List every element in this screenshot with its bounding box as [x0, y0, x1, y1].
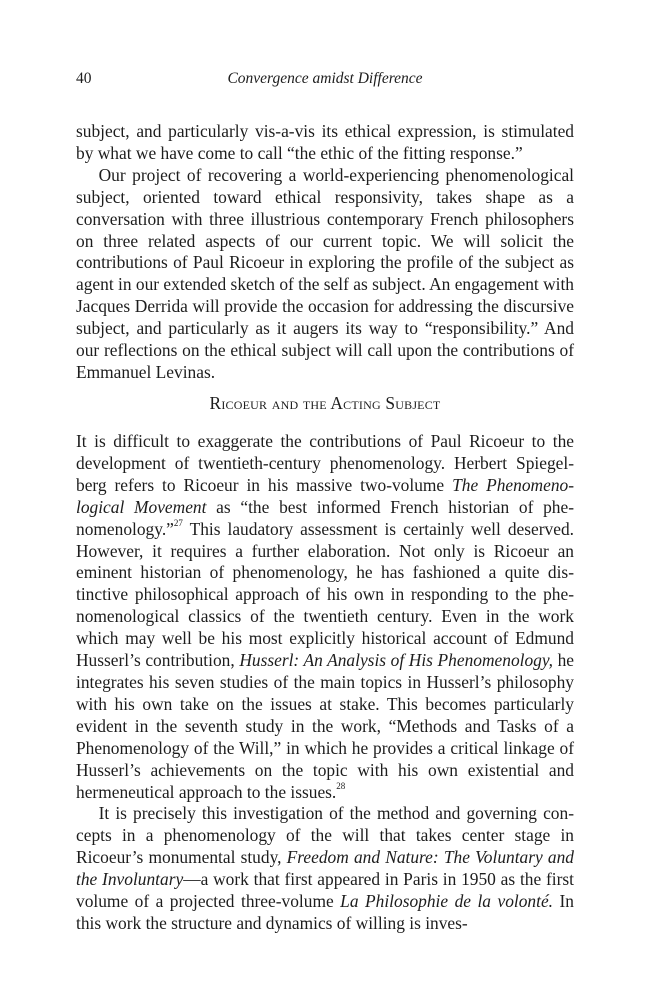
footnote-reference: 27 [173, 517, 183, 528]
text-run: In this work the structure and dynamics of willing is inves- [76, 891, 574, 933]
italic-text: The Phenomenological Movement [76, 474, 575, 517]
page-number: 40 [76, 70, 92, 87]
text-run: This laudatory assessment is certainly well deserved. However, it requires a further elaboration. Not only is Ricoeur an eminent historian of phenomenology, he has fashioned a quite distinctive philosophical approach of his own in responding to the phenomenological classics of the twentieth century. Even in the work which may well be his most explicitly historical account of Edmund Husserl’s contribution, [76, 518, 574, 671]
italic-text: Husserl: An Analysis of His Phenomenology, [239, 650, 553, 671]
text-run: subject, and particularly vis-a-vis its ethical expression, is stimulated by what we have come to call “the ethic of the fitting response.” [76, 121, 574, 163]
running-head [76, 70, 574, 92]
text-run: It is precisely this investigation of the method and governing concepts in a phenomenology of the will that takes center stage in Ricoeur’s monumental study, [76, 803, 574, 868]
text-run: as “the best informed French historian of phenomenology.” [76, 496, 574, 539]
text-run: he integrates his seven studies of the main topics in Husserl’s philosophy with his own take on the issues at stake. This becomes particularly evident in the seventh study in the work, “Methods and Tasks of a Phenomenology of the Will,” in which he provides a critical linkage of Husserl’s achievements on the topic with his own existential and hermeneutical approach to the issues. [76, 650, 575, 802]
italic-text: La Philosophie de la volonté. [340, 891, 554, 912]
text-run: —a work that first appeared in Paris in 1950 as the first volume of a projected three-volume [76, 869, 574, 912]
text-run: Our project of recovering a world-experiencing phenomenological subject, oriented toward ethical responsivity, takes shape as a conversation with three illustrious contemporary French philosophers on three related aspects of our current topic. We will solicit the contributions of Paul Ricoeur in exploring the profile of the subject as agent in our extended sketch of the self as subject. An engagement with Jacques Derrida will provide the occasion for addressing the discursive subject, and particularly as it augers its way to “responsibility.” And our reflections on the ethical subject will call upon the contributions of Emmanuel Levinas. [76, 164, 574, 382]
paragraph [76, 121, 574, 165]
italic-text: Freedom and Nature: The Voluntary and the Involuntary [76, 847, 574, 890]
text-run: It is difficult to exaggerate the contributions of Paul Ricoeur to the development of twentieth-century phenomenology. Herbert Spiegelberg refers to Ricoeur in his massive two-volume [76, 431, 574, 495]
running-title: Convergence amidst Difference [227, 70, 423, 87]
paragraph [76, 165, 574, 384]
section-text-block [76, 431, 574, 935]
paragraph [76, 431, 574, 803]
section-heading: Ricoeur and the Acting Subject [209, 393, 441, 413]
paragraph [76, 803, 574, 934]
footnote-reference: 28 [336, 780, 346, 791]
intro-text-block [76, 121, 574, 384]
